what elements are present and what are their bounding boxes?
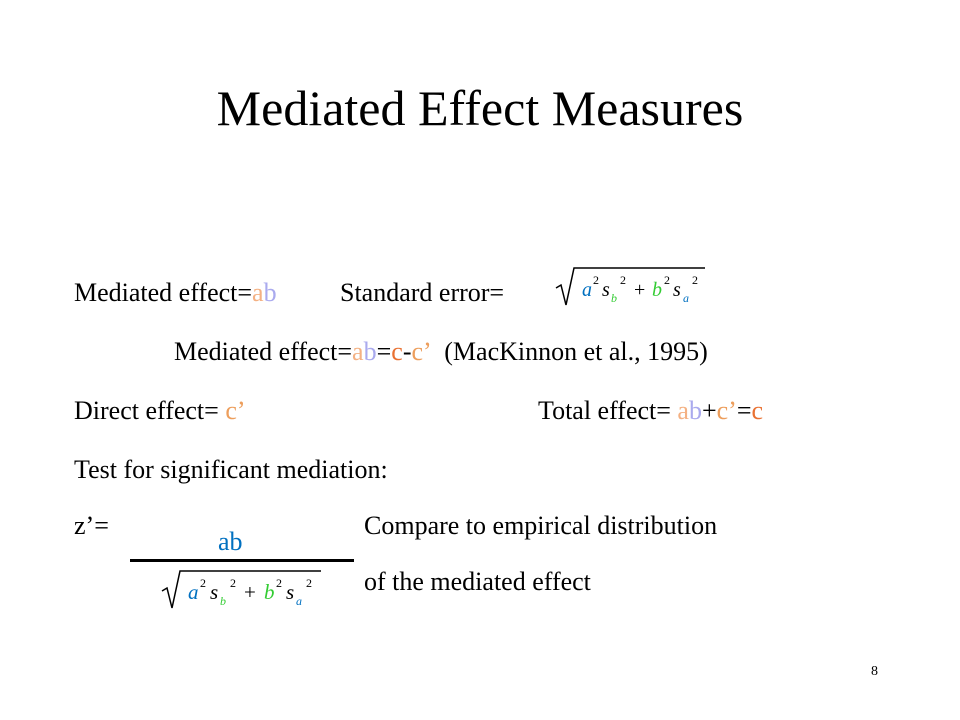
z-label: z’= (74, 511, 109, 540)
total-effect-line (538, 395, 763, 427)
se-formula-denominator (158, 567, 324, 611)
formula-plus: + (634, 279, 646, 301)
mediated-effect-label-2: Mediated effect= (174, 337, 353, 366)
direct-effect-line (74, 395, 246, 427)
formula2-sq-4: 2 (306, 576, 312, 590)
formula-sub-b: b (611, 291, 617, 305)
mediated-effect-line (74, 277, 277, 309)
formula2-s-1: s (210, 580, 219, 604)
compare-text-1: Compare to empirical distribution (364, 511, 718, 540)
formula-sq-1: 2 (593, 273, 599, 287)
formula2-s-2: s (286, 580, 295, 604)
minus-sign: - (402, 337, 412, 366)
formula-s-1: s (602, 279, 610, 301)
formula-sq-4: 2 (692, 273, 698, 287)
direct-effect-value: c’ (225, 396, 246, 425)
total-equals: = (736, 396, 752, 425)
total-a-label: a (677, 396, 689, 425)
fraction-bar (130, 559, 354, 562)
c-prime-label: c’ (411, 337, 430, 366)
b-path-label: b (263, 278, 277, 307)
equals-sign: = (376, 337, 392, 366)
formula-terms-2 (188, 576, 312, 608)
formula2-sub-a: a (296, 594, 302, 608)
formula2-a: a (188, 580, 199, 604)
formula2-sq-3: 2 (276, 576, 282, 590)
c-path-label: c (391, 337, 403, 366)
standard-error-label: Standard error= (340, 278, 505, 307)
formula2-sq-2: 2 (230, 576, 236, 590)
formula-sq-2: 2 (620, 273, 626, 287)
page-title: Mediated Effect Measures (216, 80, 744, 136)
page-number: 8 (871, 664, 878, 679)
total-b-label: b (688, 396, 702, 425)
formula-s-2: s (673, 279, 681, 301)
compare-text-2: of the mediated effect (364, 567, 591, 596)
z-numerator: ab (218, 527, 243, 556)
formula-b: b (652, 279, 662, 301)
b-path-label-2: b (363, 337, 377, 366)
formula2-b: b (264, 580, 275, 604)
total-plus: + (701, 396, 717, 425)
mediated-effect-label: Mediated effect= (74, 278, 253, 307)
formula2-plus: + (244, 580, 256, 604)
total-c: c (751, 396, 764, 425)
direct-effect-label: Direct effect= (74, 396, 226, 425)
total-effect-label: Total effect= (538, 396, 678, 425)
citation: (MacKinnon et al., 1995) (444, 337, 708, 366)
a-path-label-2: a (352, 337, 364, 366)
total-c-prime: c’ (716, 396, 737, 425)
a-path-label: a (252, 278, 264, 307)
formula2-sub-b: b (220, 594, 226, 608)
test-heading: Test for significant mediation: (74, 455, 388, 484)
formula2-sq-1: 2 (200, 576, 206, 590)
formula-sq-3: 2 (664, 273, 670, 287)
se-formula-top (552, 264, 708, 308)
formula-terms (582, 273, 698, 305)
formula-a: a (582, 279, 592, 301)
formula-sub-a: a (683, 291, 689, 305)
mediated-effect-equation (174, 336, 708, 368)
